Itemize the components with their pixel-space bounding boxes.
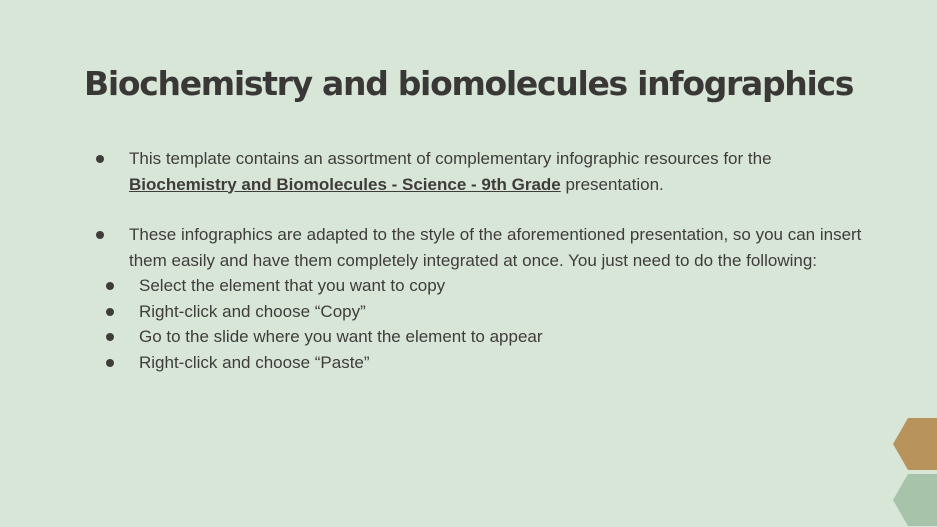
hexagon-decoration-green <box>893 474 937 526</box>
bullet-dot <box>106 359 114 367</box>
step-text: Select the element that you want to copy <box>139 276 446 295</box>
steps-list <box>92 273 862 375</box>
bullet-dot <box>96 231 104 239</box>
list-item <box>92 350 862 376</box>
step-text: Right-click and choose “Copy” <box>139 301 366 321</box>
list-item <box>92 299 862 325</box>
instructions-text: These infographics are adapted to the style of the aforementioned presentation, so you can insert them easily and have them completely integrated at once. You just need to do the following: <box>129 225 862 270</box>
bullet-dot <box>106 282 114 290</box>
list-item <box>92 273 862 299</box>
hexagon-decoration-tan <box>893 418 937 470</box>
bullet-paragraph-instructions <box>92 222 862 273</box>
presentation-link[interactable]: Biochemistry and Biomolecules - Science - 9th Grade <box>129 174 561 194</box>
step-text: Right-click and choose “Paste” <box>139 352 370 372</box>
slide-body <box>92 146 862 375</box>
intro-text-before: This template contains an assortment of complementary infographic resources for the <box>129 149 772 168</box>
step-text: Go to the slide where you want the element to appear <box>139 327 543 346</box>
list-item <box>92 324 862 350</box>
bullet-paragraph-intro <box>92 146 862 197</box>
bullet-dot <box>96 155 104 163</box>
bullet-dot <box>106 308 114 316</box>
intro-text-after: presentation. <box>560 174 664 194</box>
bullet-dot <box>106 333 114 341</box>
slide-title: Biochemistry and biomolecules infographics <box>84 64 854 103</box>
